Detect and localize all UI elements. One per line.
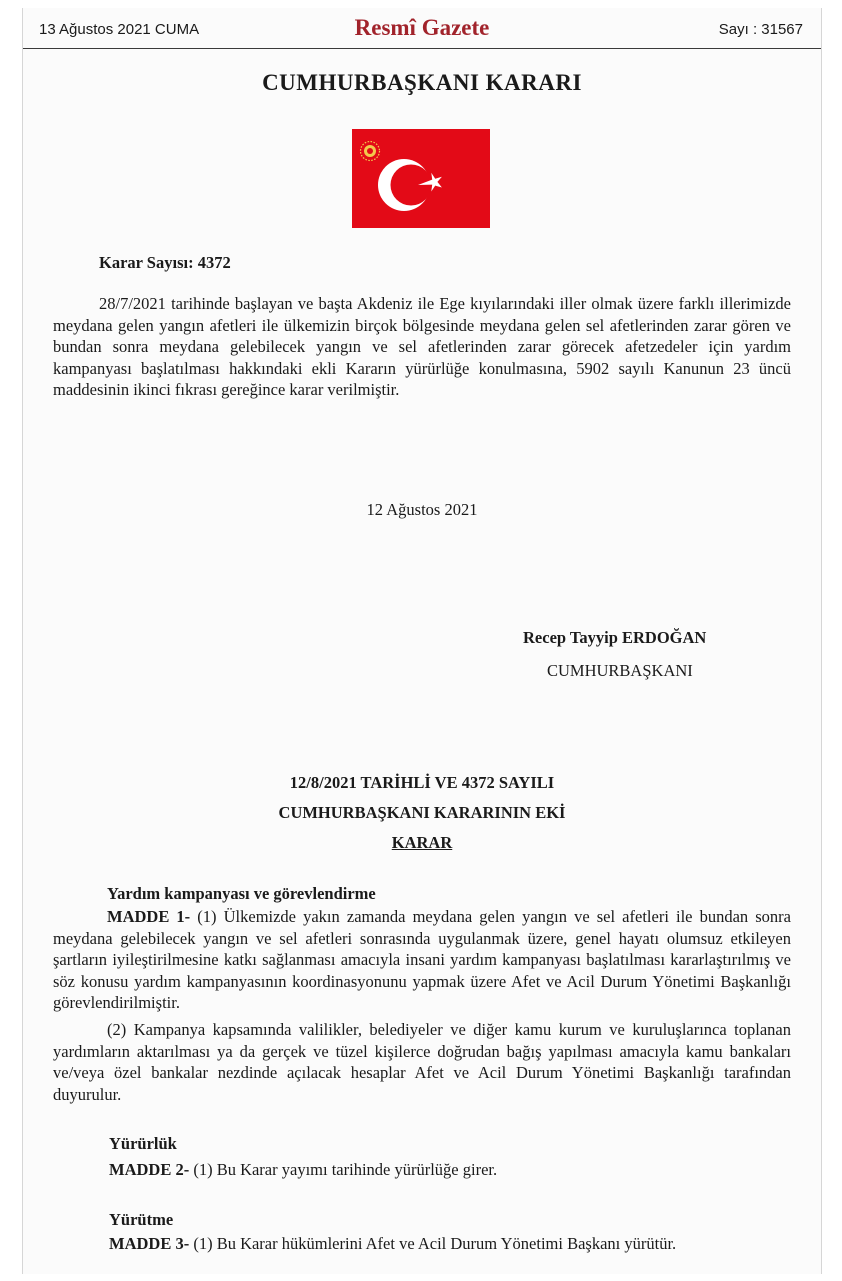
signer-name: Recep Tayyip ERDOĞAN: [523, 628, 707, 647]
annex-heading-line-1: 12/8/2021 TARİHLİ VE 4372 SAYILI: [289, 773, 555, 792]
annex-heading-karar: KARAR: [391, 833, 453, 852]
article-1-label: MADDE 1-: [107, 907, 191, 926]
gazette-header: [23, 8, 821, 49]
article-3-text: (1) Bu Karar hükümlerini Afet ve Acil Durum Yönetimi Başkanı yürütür.: [193, 1234, 677, 1253]
decision-date: 12 Ağustos 2021: [366, 500, 478, 519]
header-date: 13 Ağustos 2021 CUMA: [39, 21, 200, 38]
article-2-paragraph: [109, 1160, 497, 1180]
decision-number: Karar Sayısı: 4372: [99, 253, 231, 272]
article-1-text-1: (1) Ülkemizde yakın zamanda meydana gelen yangın ve sel afetleri ile bundan sonra meydana gelebilecek yangın ve sel afetleri sonrasında uygulanmak üzere, genel hayatı olumsuz etkileyen şartların iyileştirilmesine katkı sağlanması amacıyla insani yardım kampanyası başlatılması kararlaştırılmış ve söz konusu yardım kampanyasının koordinasyonunu yapmak üzere Afet ve Acil Durum Yönetimi Başkanlığı görevlendirilmiştir.: [53, 907, 792, 1012]
article-2-label: MADDE 2-: [109, 1160, 190, 1179]
turkish-flag-icon: [352, 129, 490, 228]
article-1-heading: Yardım kampanyası ve görevlendirme: [107, 884, 376, 903]
gazette-page: [22, 8, 822, 1274]
article-1-paragraph-2: (2) Kampanya kapsamında valilikler, belediyeler ve diğer kamu kurum ve kuruluşlarınca toplanan yardımların aktarılması ya da gerçek ve tüzel kişilerce doğrudan bağış yapılması amacıyla kamu bankaları ve/veya özel bankalar nezdinde açılacak hesaplar Afet ve Acil Durum Yönetimi Başkanlığı tarafından duyurulur.: [53, 1020, 791, 1104]
signer-title: CUMHURBAŞKANI: [547, 661, 693, 680]
article-1-paragraph-1: [53, 906, 791, 1014]
article-3-paragraph: [109, 1234, 676, 1254]
gazette-title: Resmî Gazete: [354, 15, 490, 40]
article-3-heading: Yürütme: [109, 1210, 174, 1229]
issue-number: Sayı : 31567: [718, 21, 803, 38]
annex-heading-line-2: CUMHURBAŞKANI KARARININ EKİ: [278, 803, 566, 822]
article-3-label: MADDE 3-: [109, 1234, 190, 1253]
article-2-heading: Yürürlük: [109, 1134, 177, 1153]
document-title: CUMHURBAŞKANI KARARI: [262, 70, 582, 95]
article-2-text: (1) Bu Karar yayımı tarihinde yürürlüğe girer.: [193, 1160, 498, 1179]
intro-paragraph: 28/7/2021 tarihinde başlayan ve başta Akdeniz ile Ege kıyılarındaki iller olmak üzere farklı illerimizde meydana gelen yangın afetleri ile ülkemizin birçok bölgesinde meydana gelen sel afetlerinden zarar gören ve bundan sonra meydana gelebilecek yangın ve sel afetlerinden zarar görecek afetzedeler için yardım kampanyası başlatılması hakkındaki ekli Kararın yürürlüğe konulmasına, 5902 sayılı Kanunun 23 üncü maddesinin ikinci fıkrası gereğince karar verilmiştir.: [53, 294, 791, 399]
